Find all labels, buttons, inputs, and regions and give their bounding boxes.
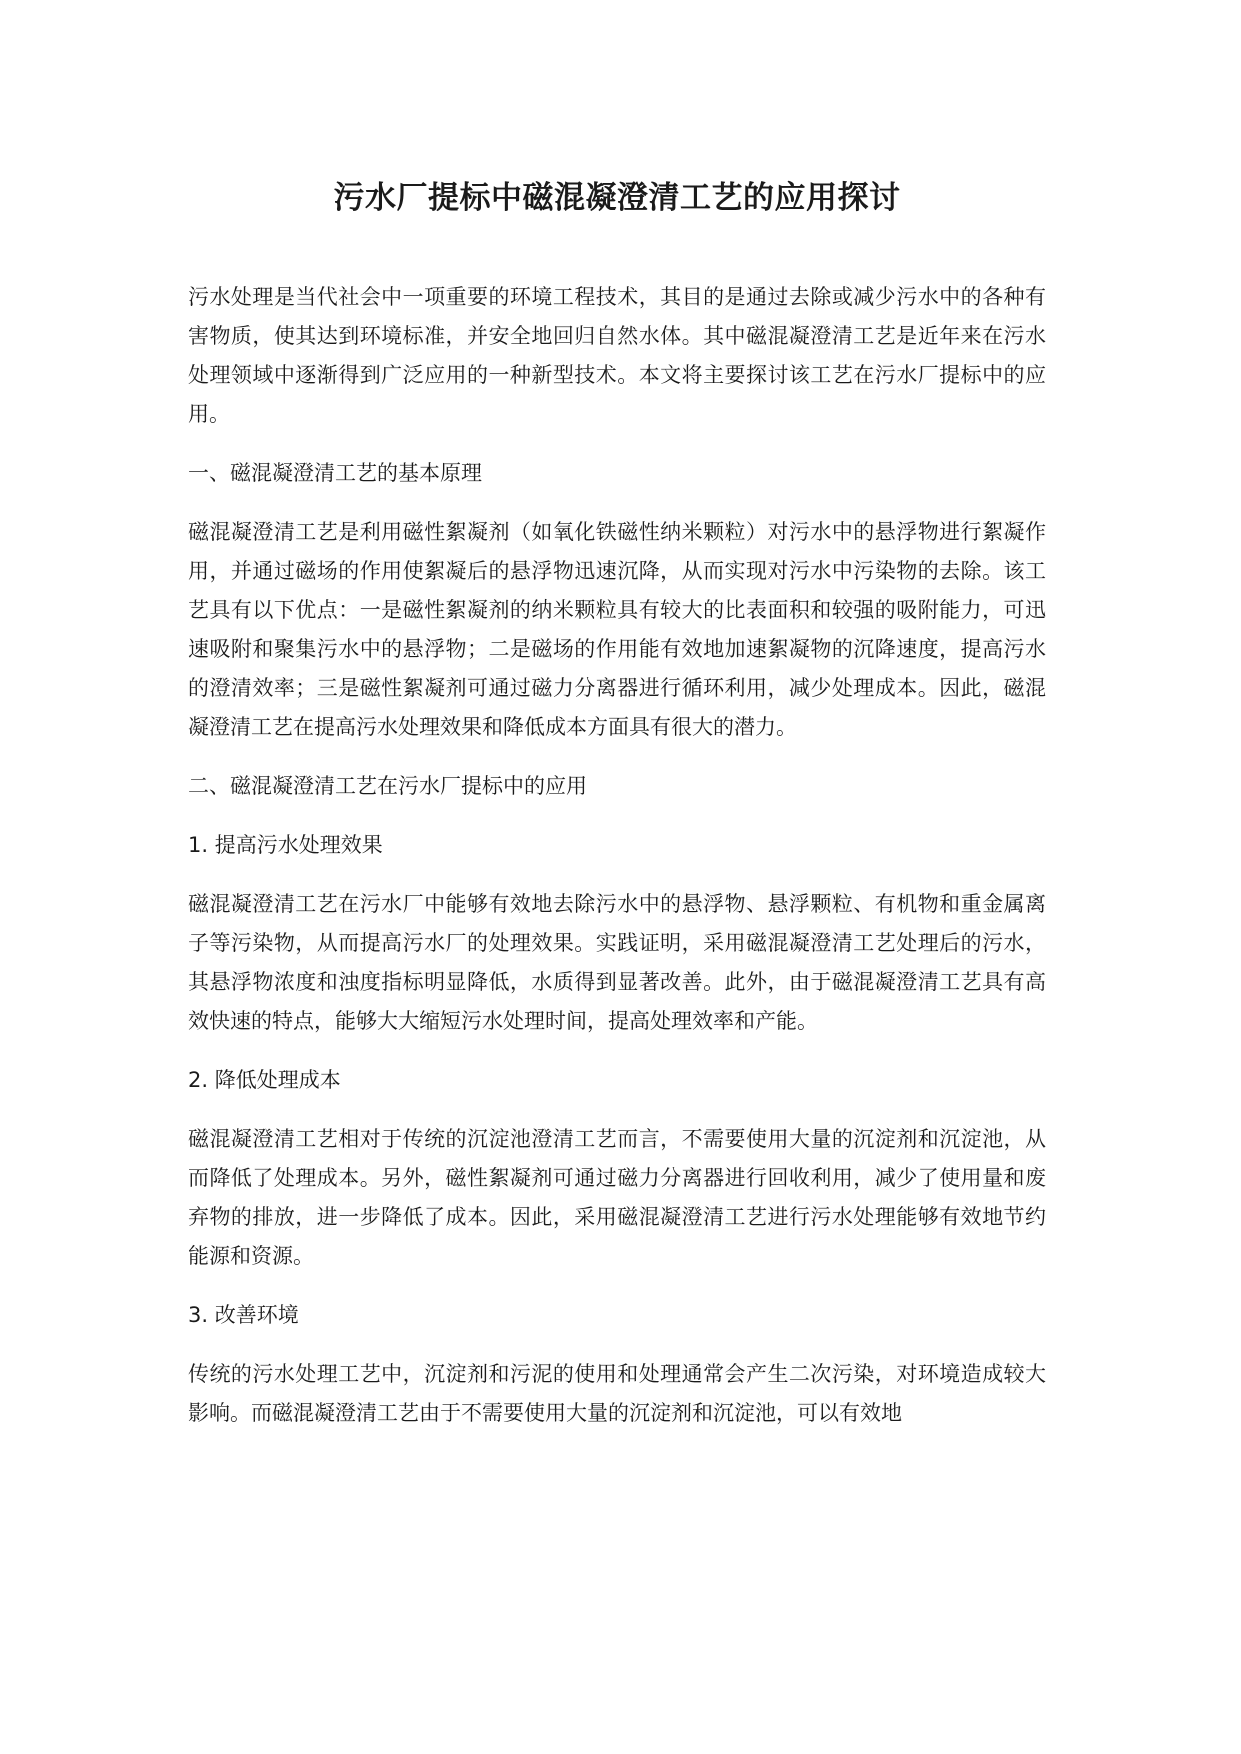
page-title: 污水厂提标中磁混凝澄清工艺的应用探讨 (333, 180, 901, 216)
intro-paragraph: 污水处理是当代社会中一项重要的环境工程技术，其目的是通过去除或减少污水中的各种有害物质，使其达到环境标准，并安全地回归自然水体。其中磁混凝澄清工艺是近年来在污水处理领域中逐渐得到广泛应用的一种新型技术。本文将主要探讨该工艺在污水厂提标中的应用。 (188, 285, 1046, 426)
subheading-reduce-cost: 2. 降低处理成本 (188, 1068, 341, 1092)
principle-paragraph: 磁混凝澄清工艺是利用磁性絮凝剂（如氧化铁磁性纳米颗粒）对污水中的悬浮物进行絮凝作用，并通过磁场的作用使絮凝后的悬浮物迅速沉降，从而实现对污水中污染物的去除。该工艺具有以下优点：一是磁性絮凝剂的纳米颗粒具有较大的比表面积和较强的吸附能力，可迅速吸附和聚集污水中的悬浮物；二是磁场的作用能有效地加速絮凝物的沉降速度，提高污水的澄清效率；三是磁性絮凝剂可通过磁力分离器进行循环利用，减少处理成本。因此，磁混凝澄清工艺在提高污水处理效果和降低成本方面具有很大的潜力。 (188, 520, 1046, 739)
section-heading-principle: 一、磁混凝澄清工艺的基本原理 (188, 461, 482, 485)
document-content (188, 176, 1046, 1453)
improve-effect-paragraph: 磁混凝澄清工艺在污水厂中能够有效地去除污水中的悬浮物、悬浮颗粒、有机物和重金属离子等污染物，从而提高污水厂的处理效果。实践证明，采用磁混凝澄清工艺处理后的污水，其悬浮物浓度和浊度指标明显降低，水质得到显著改善。此外，由于磁混凝澄清工艺具有高效快速的特点，能够大大缩短污水处理时间，提高处理效率和产能。 (188, 892, 1046, 1033)
improve-environment-paragraph: 传统的污水处理工艺中，沉淀剂和污泥的使用和处理通常会产生二次污染，对环境造成较大影响。而磁混凝澄清工艺由于不需要使用大量的沉淀剂和沉淀池，可以有效地 (188, 1362, 1046, 1425)
subheading-improve-environment: 3. 改善环境 (188, 1303, 299, 1327)
subheading-improve-effect: 1. 提高污水处理效果 (188, 833, 383, 857)
reduce-cost-paragraph: 磁混凝澄清工艺相对于传统的沉淀池澄清工艺而言，不需要使用大量的沉淀剂和沉淀池，从而降低了处理成本。另外，磁性絮凝剂可通过磁力分离器进行回收利用，减少了使用量和废弃物的排放，进一步降低了成本。因此，采用磁混凝澄清工艺进行污水处理能够有效地节约能源和资源。 (188, 1127, 1046, 1268)
section-heading-application: 二、磁混凝澄清工艺在污水厂提标中的应用 (188, 774, 587, 798)
